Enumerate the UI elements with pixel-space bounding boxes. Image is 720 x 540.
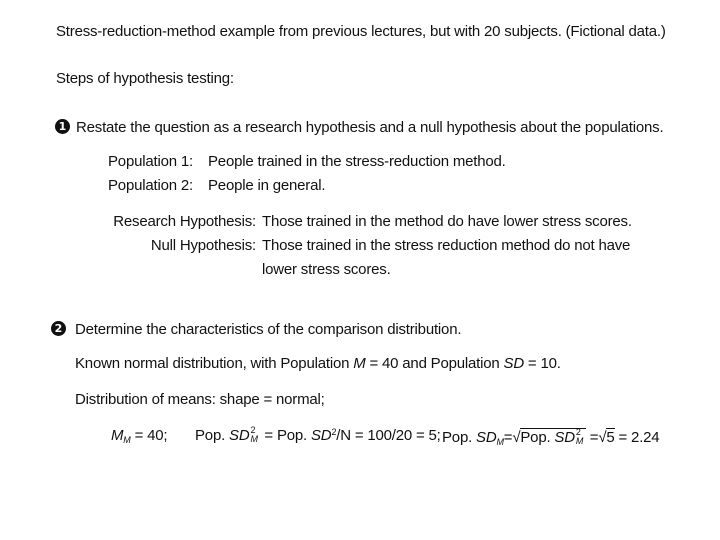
formula-mean: $M_M = 40$; [111, 427, 168, 445]
population1-text: People trained in the stress-reduction method. [208, 153, 506, 170]
research-hypothesis-text: Those trained in the method do have lower stress scores. [262, 213, 632, 230]
step2-bullet-icon: 2 [51, 321, 66, 336]
radicand-variance: Pop. SD 2 M [520, 428, 585, 445]
known-distribution-text: Known normal distribution, with Population M = 40 and Population SD = 10. [75, 355, 561, 372]
formula-variance: Pop. SD 2 M = Pop. $SD^2/N = 100/20 = 5$; [195, 425, 441, 444]
population1-label: Population 1: [108, 153, 193, 170]
null-hypothesis-text: Those trained in the stress reduction method do not have [262, 237, 631, 254]
research-hypothesis-row [108, 214, 632, 229]
population2-label: Population 2: [108, 177, 193, 194]
null-hypothesis-label: Null Hypothesis: [150, 237, 256, 254]
null-hypothesis-row [108, 238, 630, 253]
formula-standard-deviation: Pop. $SD_M=√Pop$. SD 2 M =√5 = 2.24 [442, 427, 660, 447]
distribution-of-means-text: Distribution of means: shape = normal; [75, 391, 325, 408]
null-hypothesis-text-line2: lower stress scores. [262, 261, 391, 278]
population1-row [108, 154, 506, 169]
population2-text: People in general. [208, 177, 326, 194]
step1-text: Restate the question as a research hypothesis and a null hypothesis about the populations. [76, 119, 664, 136]
population2-row [108, 178, 325, 193]
step1-bullet-icon: 1 [55, 119, 70, 134]
research-hypothesis-label: Research Hypothesis: [113, 213, 256, 230]
intro-text: Stress-reduction-method example from previous lectures, but with 20 subjects. (Fictional data.) [56, 23, 666, 40]
steps-heading: Steps of hypothesis testing: [56, 70, 234, 87]
step2-text: Determine the characteristics of the comparison distribution. [75, 321, 462, 338]
radicand-five: 5 [606, 429, 615, 446]
